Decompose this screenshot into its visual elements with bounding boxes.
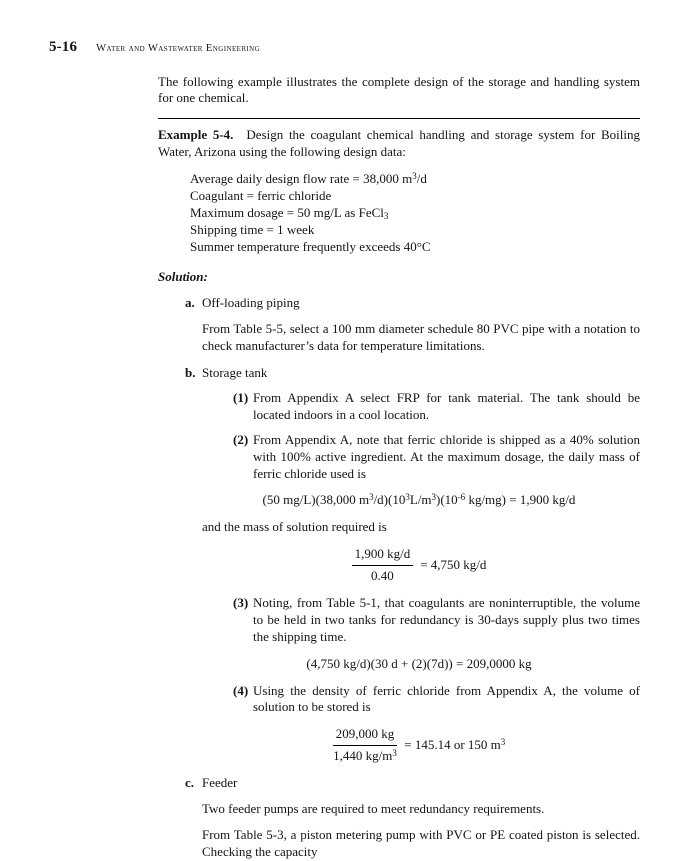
sub-item-2 — [158, 432, 640, 483]
sub-item-4 — [158, 683, 640, 717]
page-content — [158, 74, 640, 861]
sub-item-3-label: (3) — [233, 594, 249, 610]
item-c-label: c. — [185, 775, 195, 791]
item-c-title: Feeder — [202, 775, 238, 791]
item-a-paragraph: From Table 5-5, select a 100 mm diameter schedule 80 PVC pipe with a notation to check manufacturer’s data for temperature limitations. — [202, 321, 640, 354]
item-b-title: Storage tank — [202, 365, 268, 381]
sub-item-3-text: Noting, from Table 5-1, that coagulants are noninterruptible, the volume to be held in two tanks for redundancy is 30-days supply plus two times the shipping time. — [253, 594, 640, 644]
equation-storage-volume — [158, 726, 640, 765]
item-c-paragraph-1: Two feeder pumps are required to meet redundancy requirements. — [202, 801, 545, 816]
sub-item-4-label: (4) — [233, 682, 249, 698]
sub-item-2-text: From Appendix A, note that ferric chloride is shipped as a 40% solution with 100% active ingredient. At the maximum dosage, the daily mass of ferric chloride used is — [253, 431, 640, 481]
fraction-denominator: 0.40 — [371, 568, 394, 584]
sub-item-2-label: (2) — [233, 431, 249, 447]
solution-item-a — [158, 295, 640, 312]
fraction — [352, 546, 414, 585]
mass-solution-lead: and the mass of solution required is — [202, 519, 387, 535]
fraction-storage-volume — [333, 726, 506, 765]
page-header — [49, 38, 640, 58]
example-intro-paragraph — [158, 127, 640, 161]
equation-daily-mass: (50 mg/L)(38,000 $m^3/d)(10^3L/m^3)(10^{-6}$ kg/mg) = 1,900 kg/d — [262, 492, 576, 508]
running-head: Water and Wastewater Engineering — [96, 43, 261, 54]
sub-item-3 — [158, 595, 640, 646]
sub-item-1-label: (1) — [233, 389, 249, 405]
item-b-label: b. — [185, 365, 196, 381]
fraction — [333, 726, 398, 765]
page-number: 5-16 — [49, 39, 78, 55]
fraction-numerator: 209,000 kg — [333, 726, 398, 746]
item-c-paragraph-2: From Table 5-3, a piston metering pump with PVC or PE coated piston is selected. Checking the capacity — [202, 826, 640, 859]
design-data-coagulant: Coagulant = ferric chloride — [190, 187, 332, 203]
fraction-result: = 4,750 kg/d — [420, 557, 487, 573]
fraction-denominator: 1,440 $kg/m^3$ — [333, 748, 397, 764]
sub-item-4-text: Using the density of ferric chloride from Appendix A, the volume of solution to be stored is — [253, 682, 640, 715]
design-data-flow-rate: Average daily design flow rate = 38,000 $m^3/d$ — [190, 171, 427, 187]
design-data-list — [190, 171, 640, 255]
fraction-result: = 145.14 or 150 $m^3$ — [404, 737, 506, 753]
design-data-dosage: Maximum dosage = 50 mg/L as FeCl$_3$ — [190, 204, 389, 221]
solution-item-c — [158, 775, 640, 792]
solution-item-b — [158, 365, 640, 382]
item-a-title: Off-loading piping — [202, 295, 300, 311]
fraction-numerator: 1,900 kg/d — [352, 546, 414, 566]
solution-label: Solution: — [158, 268, 208, 284]
example-intro-text: Design the coagulant chemical handling and storage system for Boiling Water, Arizona using the following design data: — [158, 127, 640, 160]
intro-paragraph: The following example illustrates the complete design of the storage and handling system for one chemical. — [158, 73, 640, 106]
example-label: Example 5-4. — [158, 127, 234, 143]
sub-item-1 — [158, 390, 640, 424]
design-data-shipping: Shipping time = 1 week — [190, 221, 315, 237]
fraction-solution-mass — [352, 546, 487, 585]
equation-storage-mass: (4,750 kg/d)(30 d + (2)(7d)) = 209,0000 kg — [306, 655, 532, 671]
sub-item-1-text: From Appendix A select FRP for tank material. The tank should be located indoors in a cool location. — [253, 389, 640, 422]
example-divider — [158, 118, 640, 119]
design-data-temperature: Summer temperature frequently exceeds 40°C — [190, 238, 431, 254]
item-a-label: a. — [185, 295, 195, 311]
equation-solution-mass — [158, 546, 640, 585]
